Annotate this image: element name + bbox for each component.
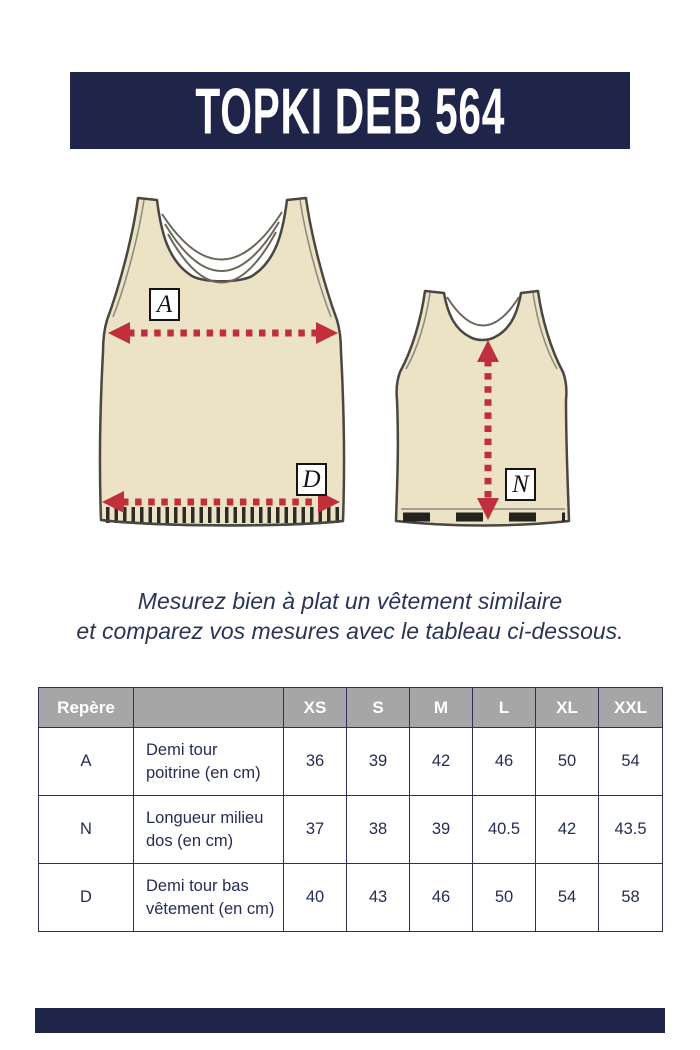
row-label: Demi tour bas vêtement (en cm) <box>134 864 284 932</box>
value-cell: 54 <box>536 864 599 932</box>
size-table-header-row <box>39 688 663 728</box>
table-row-d <box>39 864 663 932</box>
measure-label-d: D <box>296 463 327 496</box>
row-label: Longueur milieu dos (en cm) <box>134 796 284 864</box>
footer-bar <box>35 1008 665 1033</box>
value-cell: 40 <box>284 864 347 932</box>
instructions-line1: Mesurez bien à plat un vêtement similaire <box>137 588 563 614</box>
value-cell: 42 <box>536 796 599 864</box>
back-tank-illustration <box>396 291 569 526</box>
col-header-l: L <box>473 688 536 728</box>
col-header-m: M <box>410 688 473 728</box>
value-cell: 54 <box>599 728 663 796</box>
col-header-repere: Repère <box>39 688 134 728</box>
value-cell: 39 <box>410 796 473 864</box>
measure-label-a: A <box>149 288 180 321</box>
value-cell: 58 <box>599 864 663 932</box>
measurement-instructions <box>0 586 700 646</box>
col-header-xxl: XXL <box>599 688 663 728</box>
col-header-s: S <box>347 688 410 728</box>
col-header-description <box>134 688 284 728</box>
table-row-n <box>39 796 663 864</box>
value-cell: 36 <box>284 728 347 796</box>
value-cell: 42 <box>410 728 473 796</box>
value-cell: 46 <box>410 864 473 932</box>
value-cell: 50 <box>536 728 599 796</box>
col-header-xl: XL <box>536 688 599 728</box>
product-title: TOPKI DEB 564 <box>195 73 505 148</box>
measure-label-n: N <box>505 468 536 501</box>
value-cell: 46 <box>473 728 536 796</box>
size-table <box>38 687 663 932</box>
value-cell: 43 <box>347 864 410 932</box>
table-row-a <box>39 728 663 796</box>
row-code: N <box>39 796 134 864</box>
row-code: A <box>39 728 134 796</box>
value-cell: 40.5 <box>473 796 536 864</box>
value-cell: 43.5 <box>599 796 663 864</box>
value-cell: 39 <box>347 728 410 796</box>
value-cell: 50 <box>473 864 536 932</box>
value-cell: 38 <box>347 796 410 864</box>
instructions-line2: et comparez vos mesures avec le tableau ci-dessous. <box>76 618 624 644</box>
value-cell: 37 <box>284 796 347 864</box>
col-header-xs: XS <box>284 688 347 728</box>
row-label: Demi tour poitrine (en cm) <box>134 728 284 796</box>
row-code: D <box>39 864 134 932</box>
